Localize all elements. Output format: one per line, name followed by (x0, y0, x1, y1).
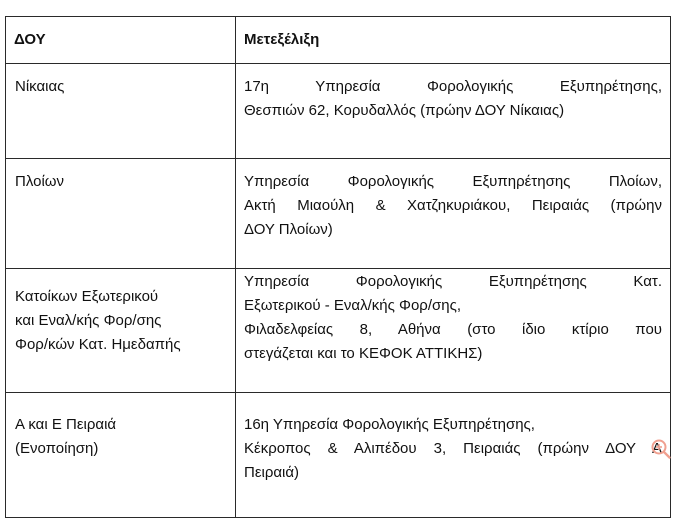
evolution-text: Φιλαδελφείας 8, Αθήνα (στο ίδιο κτίριο που (244, 321, 662, 338)
table-row (6, 64, 671, 159)
evolution-text: ΔΟΥ Πλοίων) (244, 221, 333, 238)
evolution-text: 16η Υπηρεσία Φορολογικής Εξυπηρέτησης, (244, 416, 535, 433)
evolution-text: στεγάζεται και το ΚΕΦΟΚ ΑΤΤΙΚΗΣ) (244, 345, 483, 362)
table-row (6, 269, 671, 393)
evolution-text: 17η Υπηρεσία Φορολογικής Εξυπηρέτησης, (244, 78, 662, 95)
doy-text: Κατοίκων Εξωτερικού (15, 288, 159, 305)
evolution-text: Υπηρεσία Φορολογικής Εξυπηρέτησης Πλοίων, (244, 173, 662, 190)
table-row (6, 159, 671, 269)
doy-text: (Ενοποίηση) (15, 440, 99, 457)
evolution-text: Πειραιά) (244, 464, 300, 481)
evolution-text: Θεσπιών 62, Κορυδαλλός (πρώην ΔΟΥ Νίκαιας) (244, 102, 565, 119)
evolution-text: Ακτή Μιαούλη & Χατζηκυριάκου, Πειραιάς (πρώην (244, 197, 662, 214)
doy-cell (6, 269, 236, 393)
doy-text: Νίκαιας (15, 78, 65, 95)
doy-cell (6, 64, 236, 159)
evolution-cell (236, 393, 671, 518)
doy-text: Α και Ε Πειραιά (15, 416, 117, 433)
evolution-text: Υπηρεσία Φορολογικής Εξυπηρέτησης Κατ. (244, 273, 662, 290)
doy-text: Φορ/κών Κατ. Ημεδαπής (15, 336, 181, 353)
evolution-cell (236, 64, 671, 159)
zoom-in-icon[interactable] (650, 438, 672, 460)
doy-text: και Εναλ/κής Φορ/σης (15, 312, 162, 329)
doy-table (5, 16, 671, 518)
evolution-cell (236, 269, 671, 393)
evolution-text: Εξωτερικού - Εναλ/κής Φορ/σης, (244, 297, 461, 314)
table-header-row (6, 17, 671, 64)
header-doy: ΔΟΥ (6, 17, 236, 64)
evolution-cell (236, 159, 671, 269)
doy-cell (6, 393, 236, 518)
doy-text: Πλοίων (15, 173, 64, 190)
table-row (6, 393, 671, 518)
evolution-text: Κέκροπος & Αλιπέδου 3, Πειραιάς (πρώην ΔΟΥ Α (244, 440, 662, 457)
doy-cell (6, 159, 236, 269)
header-evolution: Μετεξέλιξη (236, 17, 671, 64)
